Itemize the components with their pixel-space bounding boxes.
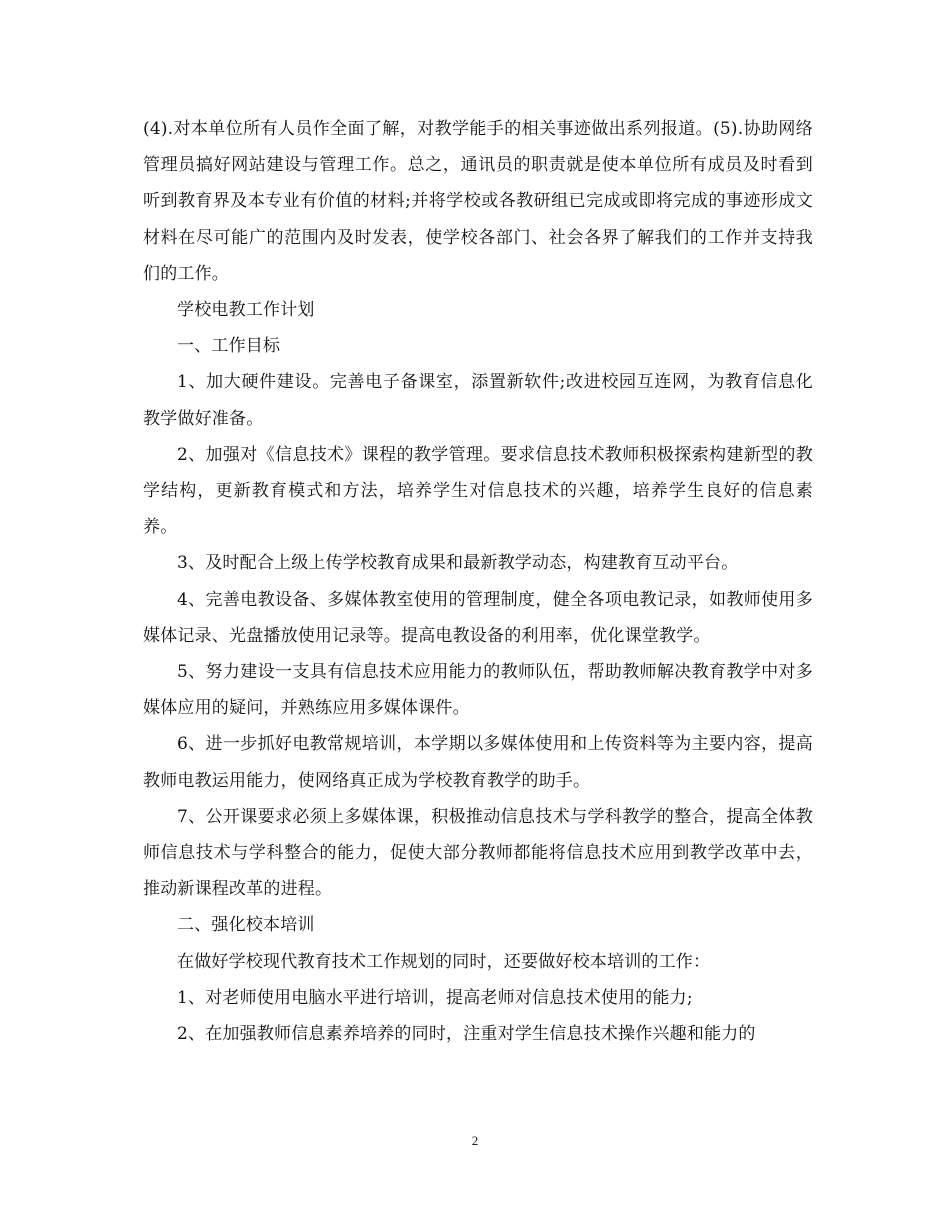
heading-work-goals: 一、工作目标 xyxy=(177,336,281,357)
document-body xyxy=(143,111,813,1052)
training-item-2: 2、在加强教师信息素养培养的同时，注重对学生信息技术操作兴趣和能力的 xyxy=(177,1024,756,1045)
heading-school-training: 二、强化校本培训 xyxy=(177,915,315,936)
goal-item-5: 5、努力建设一支具有信息技术应用能力的教师队伍，帮助教师解决教育教学中对多媒体应用的疑问，并熟练应用多媒体课件。 xyxy=(143,662,813,719)
goal-item-1: 1、加大硬件建设。完善电子备课室，添置新软件;改进校园互连网，为教育信息化教学做好准备。 xyxy=(143,372,813,429)
page-number: 2 xyxy=(471,1133,479,1148)
goal-item-2: 2、加强对《信息技术》课程的教学管理。要求信息技术教师积极探索构建新型的教学结构，更新教育模式和方法，培养学生对信息技术的兴趣，培养学生良好的信息素养。 xyxy=(143,444,813,538)
goal-item-3: 3、及时配合上级上传学校教育成果和最新教学动态，构建教育互动平台。 xyxy=(177,553,739,574)
training-item-1: 1、对老师使用电脑水平进行培训，提高老师对信息技术使用的能力; xyxy=(177,987,693,1008)
paragraph-reporter-duties: (4).对本单位所有人员作全面了解，对教学能手的相关事迹做出系列报道。(5).协助网络管理员搞好网站建设与管理工作。总之，通讯员的职责就是使本单位所有成员及时看到听到教育界及本专业有价值的材料;并将学校或各教研组已完成或即将完成的事迹形成文材料在尽可能广的范围内及时发表，使学校各部门、社会各界了解我们的工作并支持我们的工作。 xyxy=(143,119,813,284)
goal-item-4: 4、完善电教设备、多媒体教室使用的管理制度，健全各项电教记录，如教师使用多媒体记录、光盘播放使用记录等。提高电教设备的利用率，优化课堂教学。 xyxy=(143,589,813,646)
goal-item-6: 6、进一步抓好电教常规培训，本学期以多媒体使用和上传资料等为主要内容，提高教师电教运用能力，使网络真正成为学校教育教学的助手。 xyxy=(143,734,813,791)
section-title-plan: 学校电教工作计划 xyxy=(177,300,315,321)
goal-item-7: 7、公开课要求必须上多媒体课，积极推动信息技术与学科教学的整合，提高全体教师信息技术与学科整合的能力，促使大部分教师都能将信息技术应用到教学改革中去，推动新课程改革的进程。 xyxy=(143,806,813,900)
training-intro: 在做好学校现代教育技术工作规划的同时，还要做好校本培训的工作： xyxy=(177,951,711,972)
